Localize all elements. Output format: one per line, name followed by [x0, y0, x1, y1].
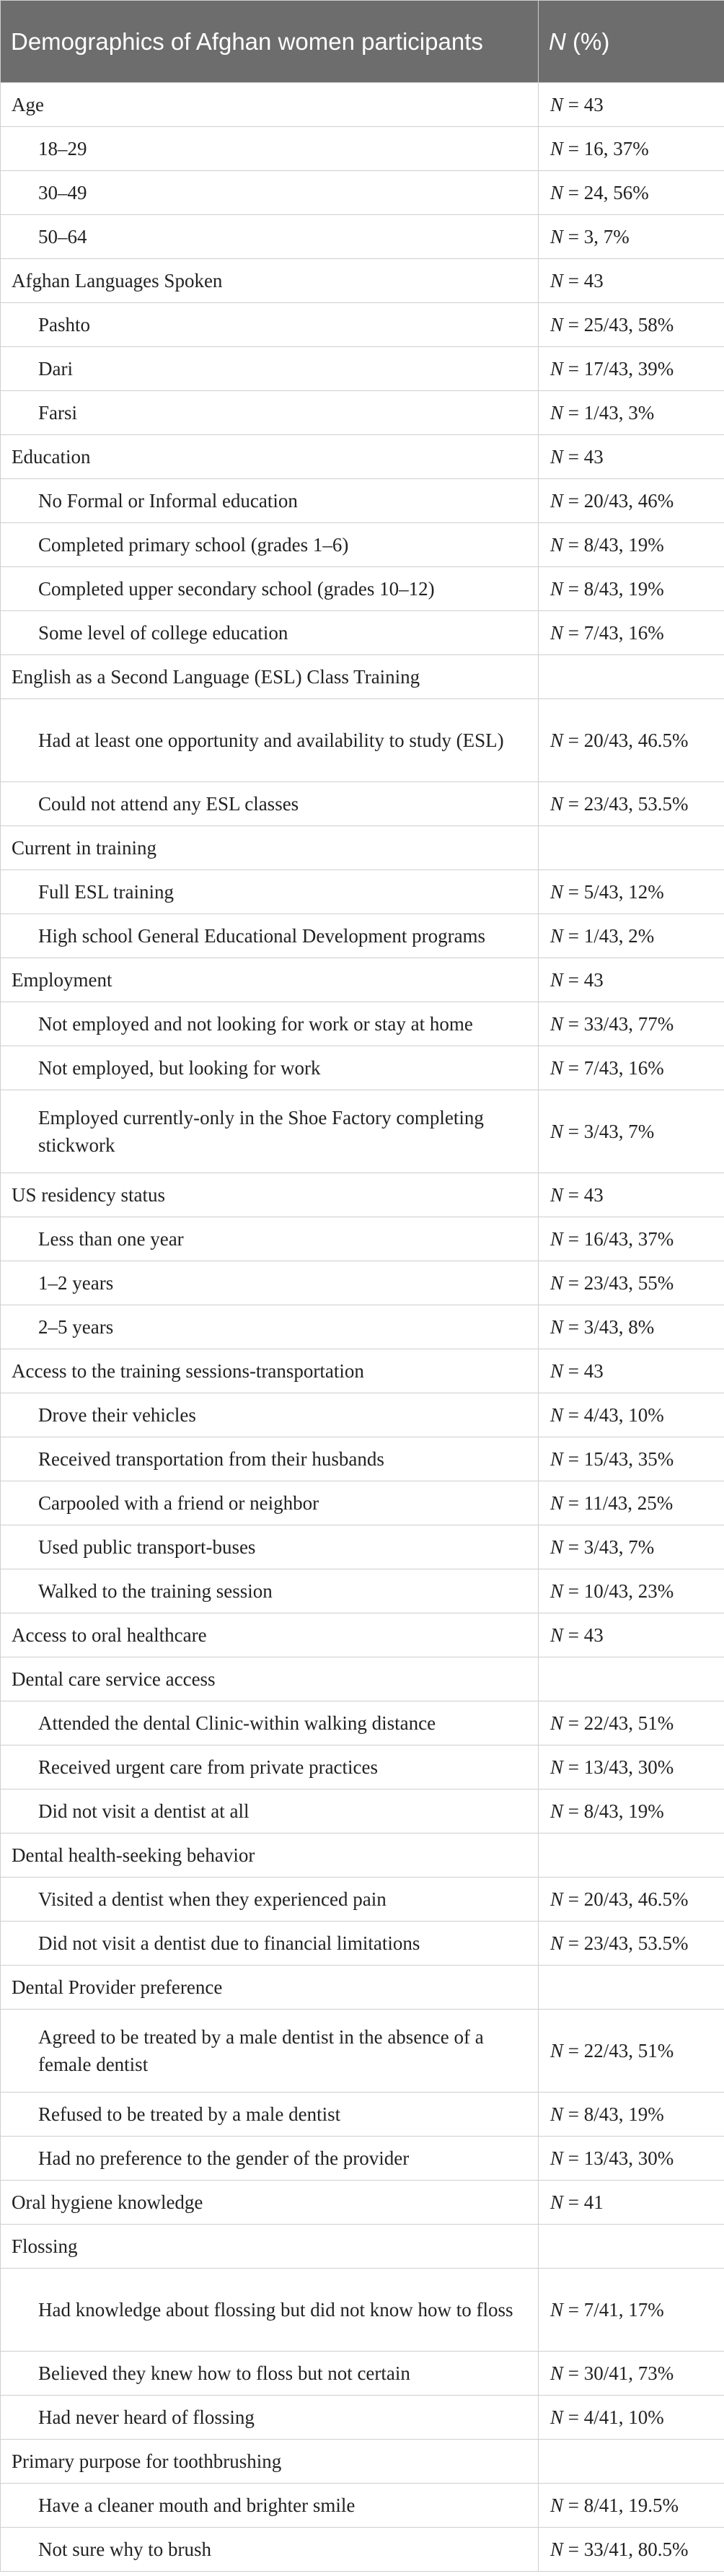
n-symbol: N [550, 1580, 564, 1602]
item-label: Visited a dentist when they experienced pain [1, 1878, 539, 1922]
n-symbol: N [550, 1536, 564, 1558]
n-symbol: N [550, 1932, 564, 1954]
item-row [1, 2352, 724, 2396]
item-row [1, 1525, 724, 1569]
count-percent-cell [539, 391, 724, 435]
n-symbol: N [550, 2147, 564, 2169]
count-percent-cell [539, 215, 724, 259]
count-percent-cell [539, 2093, 724, 2137]
item-row [1, 1789, 724, 1834]
count-percent-value: = 8/41, 19.5% [563, 2494, 679, 2516]
item-row [1, 611, 724, 655]
item-row [1, 1745, 724, 1789]
category-label: US residency status [1, 1173, 539, 1217]
category-label: English as a Second Language (ESL) Class Training [1, 655, 539, 699]
item-label: Received transportation from their husbands [1, 1437, 539, 1481]
item-label: No Formal or Informal education [1, 479, 539, 523]
count-percent-cell [539, 1173, 724, 1217]
item-row [1, 1090, 724, 1173]
item-row [1, 699, 724, 782]
count-percent-value: = 8/43, 19% [563, 2103, 664, 2125]
n-symbol: N [550, 2040, 564, 2062]
count-percent-value: = 7/43, 16% [563, 622, 664, 644]
count-percent-value: = 13/43, 30% [563, 2147, 674, 2169]
category-label: Dental care service access [1, 1657, 539, 1701]
count-percent-value: = 7/43, 16% [563, 1057, 664, 1079]
item-row [1, 1437, 724, 1481]
item-row [1, 2484, 724, 2528]
header-count-percent [539, 1, 724, 83]
item-label: Full ESL training [1, 870, 539, 914]
category-label: Dental health-seeking behavior [1, 1834, 539, 1878]
n-symbol: N [550, 1756, 564, 1778]
n-symbol: N [550, 1184, 564, 1206]
item-row [1, 1305, 724, 1349]
n-symbol: N [550, 226, 564, 247]
count-percent-cell [539, 1966, 724, 2010]
count-percent-cell [539, 1437, 724, 1481]
category-row [1, 435, 724, 479]
header-characteristic: Demographics of Afghan women participants [1, 1, 539, 83]
count-percent-cell [539, 1393, 724, 1437]
n-symbol: N [550, 1013, 564, 1035]
count-percent-cell [539, 914, 724, 958]
count-percent-value: = 1/43, 3% [563, 402, 655, 424]
item-label: Some level of college education [1, 611, 539, 655]
category-label: Primary purpose for toothbrushing [1, 2440, 539, 2484]
n-symbol: N [550, 402, 564, 424]
item-label: 18–29 [1, 127, 539, 171]
count-percent-value: = 3, 7% [563, 226, 630, 247]
n-symbol: N [550, 730, 564, 751]
item-row [1, 1261, 724, 1305]
count-percent-value: = 3/43, 7% [563, 1536, 655, 1558]
count-percent-value: = 11/43, 25% [563, 1492, 674, 1514]
n-symbol: N [550, 314, 564, 336]
count-percent-value: = 20/43, 46% [563, 490, 674, 512]
n-symbol: N [550, 490, 564, 512]
item-label: Not employed and not looking for work or stay at home [1, 1002, 539, 1046]
category-row [1, 259, 724, 303]
count-percent-cell [539, 1261, 724, 1305]
count-percent-value: = 17/43, 39% [563, 358, 674, 380]
header-count-label: (%) [565, 27, 610, 55]
category-row [1, 826, 724, 870]
n-symbol: N [550, 534, 564, 556]
count-percent-cell [539, 826, 724, 870]
count-percent-value: = 23/43, 55% [563, 1272, 674, 1294]
count-percent-cell [539, 1789, 724, 1834]
item-label: Drove their vehicles [1, 1393, 539, 1437]
item-row [1, 127, 724, 171]
count-percent-cell [539, 1657, 724, 1701]
item-label: Received urgent care from private practices [1, 1745, 539, 1789]
item-row [1, 1046, 724, 1090]
count-percent-value: = 3/43, 7% [563, 1121, 655, 1142]
count-percent-value: = 33/43, 77% [563, 1013, 674, 1035]
item-row [1, 2137, 724, 2181]
category-row [1, 2181, 724, 2225]
item-label: High school General Educational Development programs [1, 914, 539, 958]
count-percent-value: = 5/43, 12% [563, 881, 664, 903]
count-percent-cell [539, 1834, 724, 1878]
count-percent-cell [539, 699, 724, 782]
category-row [1, 83, 724, 127]
count-percent-cell [539, 435, 724, 479]
count-percent-cell [539, 303, 724, 347]
item-row [1, 1002, 724, 1046]
count-percent-cell [539, 958, 724, 1002]
n-symbol: N [550, 94, 564, 115]
n-symbol: N [550, 358, 564, 380]
count-percent-value: = 30/41, 73% [563, 2362, 674, 2384]
n-symbol: N [550, 1316, 564, 1338]
item-label: 30–49 [1, 171, 539, 215]
count-percent-cell [539, 171, 724, 215]
n-symbol: N [550, 182, 564, 203]
n-symbol: N [550, 1492, 564, 1514]
count-percent-cell [539, 1613, 724, 1657]
count-percent-cell [539, 83, 724, 127]
n-symbol: N [550, 2299, 564, 2321]
item-row [1, 1878, 724, 1922]
count-percent-cell [539, 655, 724, 699]
count-percent-value: = 23/43, 53.5% [563, 1932, 689, 1954]
item-row [1, 1393, 724, 1437]
count-percent-value: = 8/43, 19% [563, 578, 664, 600]
item-row [1, 2528, 724, 2572]
category-label: Flossing [1, 2225, 539, 2269]
count-percent-value: = 7/41, 17% [563, 2299, 664, 2321]
item-label: Believed they knew how to floss but not certain [1, 2352, 539, 2396]
count-percent-cell [539, 1922, 724, 1966]
item-label: Completed primary school (grades 1–6) [1, 523, 539, 567]
item-row [1, 870, 724, 914]
count-percent-cell [539, 567, 724, 611]
count-percent-value: = 13/43, 30% [563, 1756, 674, 1778]
count-percent-value: = 25/43, 58% [563, 314, 674, 336]
category-row [1, 655, 724, 699]
count-percent-value: = 8/43, 19% [563, 534, 664, 556]
count-percent-cell [539, 1878, 724, 1922]
item-label: Used public transport-buses [1, 1525, 539, 1569]
count-percent-cell [539, 2484, 724, 2528]
n-symbol: N [550, 1121, 564, 1142]
item-row [1, 1922, 724, 1966]
category-row [1, 1657, 724, 1701]
n-symbol: N [550, 1888, 564, 1910]
item-row [1, 1569, 724, 1613]
category-row [1, 2440, 724, 2484]
category-label: Current in training [1, 826, 539, 870]
count-percent-value: = 43 [563, 969, 604, 991]
count-percent-cell [539, 870, 724, 914]
item-label: Not sure why to brush [1, 2528, 539, 2572]
n-symbol: N [550, 446, 564, 468]
table-body [1, 83, 724, 2572]
table-header [1, 1, 724, 83]
category-row [1, 958, 724, 1002]
count-percent-value: = 8/43, 19% [563, 1800, 664, 1822]
count-percent-value: = 43 [563, 94, 604, 115]
n-symbol: N [550, 2406, 564, 2428]
item-label: 50–64 [1, 215, 539, 259]
n-symbol: N [550, 2494, 564, 2516]
count-percent-cell [539, 2225, 724, 2269]
count-percent-cell [539, 1305, 724, 1349]
n-symbol: N [550, 1624, 564, 1646]
count-percent-cell [539, 2352, 724, 2396]
item-label: Completed upper secondary school (grades 10–12) [1, 567, 539, 611]
item-label: Agreed to be treated by a male dentist in the absence of a female dentist [1, 2010, 539, 2093]
item-row [1, 347, 724, 391]
n-symbol: N [550, 1057, 564, 1079]
category-row [1, 1613, 724, 1657]
item-label: Had at least one opportunity and availability to study (ESL) [1, 699, 539, 782]
n-symbol: N [550, 881, 564, 903]
category-label: Age [1, 83, 539, 127]
item-row [1, 782, 724, 826]
item-row [1, 1701, 724, 1745]
count-percent-value: = 33/41, 80.5% [563, 2538, 689, 2560]
item-row [1, 1481, 724, 1525]
n-symbol: N [550, 2191, 564, 2213]
count-percent-cell [539, 259, 724, 303]
count-percent-value: = 43 [563, 446, 604, 468]
n-symbol: N [550, 1448, 564, 1470]
count-percent-cell [539, 2396, 724, 2440]
n-symbol: N [550, 622, 564, 644]
count-percent-cell [539, 2528, 724, 2572]
n-symbol: N [549, 27, 566, 55]
category-label: Dental Provider preference [1, 1966, 539, 2010]
item-row [1, 391, 724, 435]
count-percent-cell [539, 1701, 724, 1745]
category-label: Education [1, 435, 539, 479]
item-label: Carpooled with a friend or neighbor [1, 1481, 539, 1525]
category-label: Access to the training sessions-transportation [1, 1349, 539, 1393]
n-symbol: N [550, 2103, 564, 2125]
category-label: Access to oral healthcare [1, 1613, 539, 1657]
item-row [1, 2269, 724, 2352]
count-percent-value: = 41 [563, 2191, 604, 2213]
count-percent-value: = 15/43, 35% [563, 1448, 674, 1470]
n-symbol: N [550, 1360, 564, 1382]
n-symbol: N [550, 1228, 564, 1250]
item-label: Did not visit a dentist at all [1, 1789, 539, 1834]
category-row [1, 1966, 724, 2010]
item-label: Attended the dental Clinic-within walking distance [1, 1701, 539, 1745]
item-row [1, 479, 724, 523]
count-percent-cell [539, 1002, 724, 1046]
count-percent-value: = 3/43, 8% [563, 1316, 655, 1338]
n-symbol: N [550, 1404, 564, 1426]
item-label: Pashto [1, 303, 539, 347]
n-symbol: N [550, 1272, 564, 1294]
count-percent-cell [539, 1525, 724, 1569]
item-label: Dari [1, 347, 539, 391]
count-percent-value: = 20/43, 46.5% [563, 1888, 689, 1910]
item-row [1, 2093, 724, 2137]
count-percent-cell [539, 782, 724, 826]
category-row [1, 1834, 724, 1878]
count-percent-value: = 22/43, 51% [563, 1712, 674, 1734]
n-symbol: N [550, 925, 564, 947]
item-label: Employed currently-only in the Shoe Factory completing stickwork [1, 1090, 539, 1173]
count-percent-value: = 23/43, 53.5% [563, 793, 689, 815]
category-label: Afghan Languages Spoken [1, 259, 539, 303]
count-percent-cell [539, 347, 724, 391]
count-percent-cell [539, 2440, 724, 2484]
count-percent-value: = 22/43, 51% [563, 2040, 674, 2062]
item-row [1, 2010, 724, 2093]
count-percent-value: = 43 [563, 1624, 604, 1646]
category-row [1, 2225, 724, 2269]
count-percent-cell [539, 2181, 724, 2225]
item-row [1, 567, 724, 611]
n-symbol: N [550, 578, 564, 600]
count-percent-cell [539, 2010, 724, 2093]
header-row [1, 1, 724, 83]
count-percent-value: = 43 [563, 270, 604, 292]
count-percent-cell [539, 2269, 724, 2352]
item-label: Had no preference to the gender of the provider [1, 2137, 539, 2181]
n-symbol: N [550, 1712, 564, 1734]
n-symbol: N [550, 1800, 564, 1822]
item-label: 2–5 years [1, 1305, 539, 1349]
n-symbol: N [550, 2538, 564, 2560]
count-percent-cell [539, 611, 724, 655]
count-percent-value: = 16, 37% [563, 138, 649, 159]
n-symbol: N [550, 270, 564, 292]
count-percent-cell [539, 1481, 724, 1525]
category-label: Oral hygiene knowledge [1, 2181, 539, 2225]
item-label: Walked to the training session [1, 1569, 539, 1613]
item-label: Did not visit a dentist due to financial limitations [1, 1922, 539, 1966]
count-percent-cell [539, 2137, 724, 2181]
item-row [1, 215, 724, 259]
item-label: Had never heard of flossing [1, 2396, 539, 2440]
n-symbol: N [550, 2362, 564, 2384]
n-symbol: N [550, 138, 564, 159]
category-row [1, 1349, 724, 1393]
count-percent-value: = 16/43, 37% [563, 1228, 674, 1250]
count-percent-cell [539, 1569, 724, 1613]
count-percent-cell [539, 1745, 724, 1789]
item-label: Farsi [1, 391, 539, 435]
category-row [1, 1173, 724, 1217]
count-percent-cell [539, 523, 724, 567]
item-label: Less than one year [1, 1217, 539, 1261]
count-percent-cell [539, 1090, 724, 1173]
item-row [1, 1217, 724, 1261]
item-label: Had knowledge about flossing but did not know how to floss [1, 2269, 539, 2352]
count-percent-value: = 4/41, 10% [563, 2406, 664, 2428]
item-row [1, 171, 724, 215]
item-row [1, 914, 724, 958]
item-label: Refused to be treated by a male dentist [1, 2093, 539, 2137]
count-percent-cell [539, 1046, 724, 1090]
category-label: Employment [1, 958, 539, 1002]
count-percent-cell [539, 127, 724, 171]
count-percent-value: = 10/43, 23% [563, 1580, 674, 1602]
n-symbol: N [550, 969, 564, 991]
item-label: Not employed, but looking for work [1, 1046, 539, 1090]
item-label: Have a cleaner mouth and brighter smile [1, 2484, 539, 2528]
item-row [1, 2396, 724, 2440]
item-label: Could not attend any ESL classes [1, 782, 539, 826]
count-percent-value: = 20/43, 46.5% [563, 730, 689, 751]
count-percent-value: = 43 [563, 1184, 604, 1206]
count-percent-value: = 43 [563, 1360, 604, 1382]
item-row [1, 303, 724, 347]
count-percent-value: = 4/43, 10% [563, 1404, 664, 1426]
item-label: 1–2 years [1, 1261, 539, 1305]
count-percent-value: = 1/43, 2% [563, 925, 655, 947]
count-percent-cell [539, 479, 724, 523]
count-percent-value: = 24, 56% [563, 182, 649, 203]
item-row [1, 523, 724, 567]
count-percent-cell [539, 1349, 724, 1393]
n-symbol: N [550, 793, 564, 815]
count-percent-cell [539, 1217, 724, 1261]
